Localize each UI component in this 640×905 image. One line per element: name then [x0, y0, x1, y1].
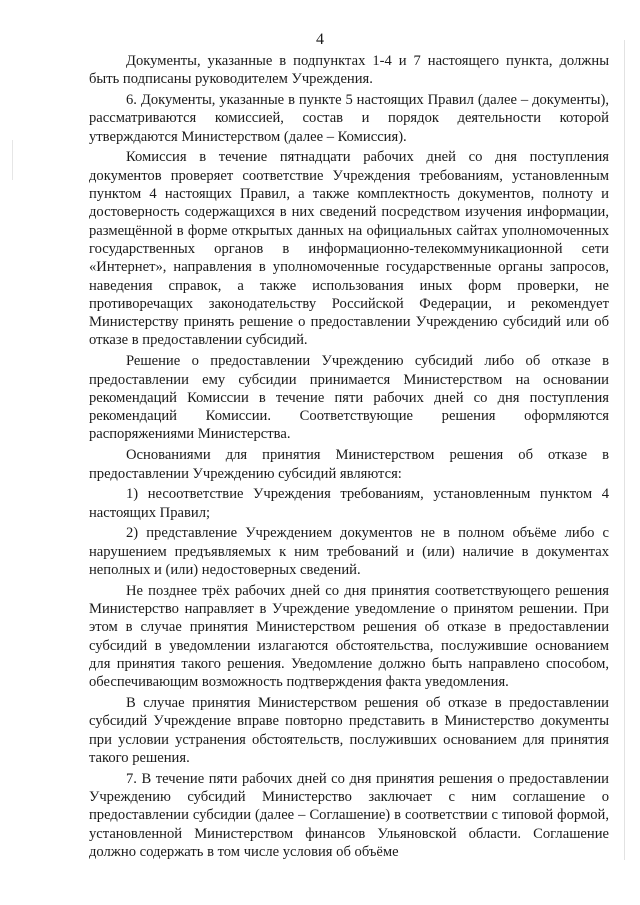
scan-artifact-line: [12, 140, 13, 180]
paragraph-resubmission: В случае принятия Министерством решения об отказе в предоставлении субсидий Учреждение вправе повторно представить в Министерство документы при условии устранения обстоятельств, послуживших основанием для принятия такого решения.: [89, 695, 609, 766]
paragraph-refusal-grounds: Основаниями для принятия Министерством решения об отказе в предоставлении Учреждению субсидий являются:: [89, 447, 609, 482]
paragraph-signature-requirement: Документы, указанные в подпунктах 1-4 и 7 настоящего пункта, должны быть подписаны руководителем Учреждения.: [89, 53, 609, 88]
list-item-2: 2) представление Учреждением документов не в полном объёме либо с нарушением предъявляемых к ним требований и (или) наличие в документах неполных и (или) недостоверных сведений.: [89, 525, 609, 579]
paragraph-commission-review: Комиссия в течение пятнадцати рабочих дней со дня поступления документов проверяет соответствие Учреждения требованиям, установленным пунктом 4 настоящих Правил, а также комплектность документов, полноту и достоверность содержащихся в них сведений посредством изучения информации, размещённой в форме открытых данных на официальных сайтах уполномоченных государственных органов в информационно-телекоммуникационной сети «Интернет», направления в уполномоченные государственные органы запросов, наведения справок, а также использования иных форм проверки, не противоречащих законодательству Российской Федерации, и рекомендует Министерству принять решение о предоставлении Учреждению субсидий или об отказе в предоставлении субсидий.: [89, 149, 609, 349]
document-body: [89, 52, 609, 864]
paragraph-decision: Решение о предоставлении Учреждению субсидий либо об отказе в предоставлении ему субсидии принимается Министерством на основании рекомендаций Комиссии в течение пяти рабочих дней со дня поступления рекомендаций Комиссии. Соответствующие решения оформляются распоряжениями Министерства.: [89, 353, 609, 443]
list-item-1: 1) несоответствие Учреждения требованиям, установленным пунктом 4 настоящих Правил;: [89, 486, 609, 521]
paragraph-notification: Не позднее трёх рабочих дней со дня принятия соответствующего решения Министерство направляет в Учреждение уведомление о принятом решении. При этом в случае принятия Министерством решения об отказе в предоставлении субсидий в уведомлении излагаются обстоятельства, послужившие основанием для принятия такого решения. Уведомление должно быть направлено способом, обеспечивающим возможность подтверждения факта уведомления.: [89, 582, 609, 691]
page-number: 4: [316, 31, 324, 48]
paragraph-item-7: 7. В течение пяти рабочих дней со дня принятия решения о предоставлении Учреждению субсидий Министерство заключает с ним соглашение о предоставлении субсидии (далее – Соглашение) в соответствии с типовой формой, установленной Министерством финансов Ульяновской области. Соглашение должно содержать в том числе условия об объёме: [89, 770, 609, 860]
scan-artifact-line: [624, 40, 625, 860]
paragraph-item-6: 6. Документы, указанные в пункте 5 настоящих Правил (далее – документы), рассматриваются комиссией, состав и порядок деятельности которой утверждаются Министерством (далее – Комиссия).: [89, 92, 609, 145]
